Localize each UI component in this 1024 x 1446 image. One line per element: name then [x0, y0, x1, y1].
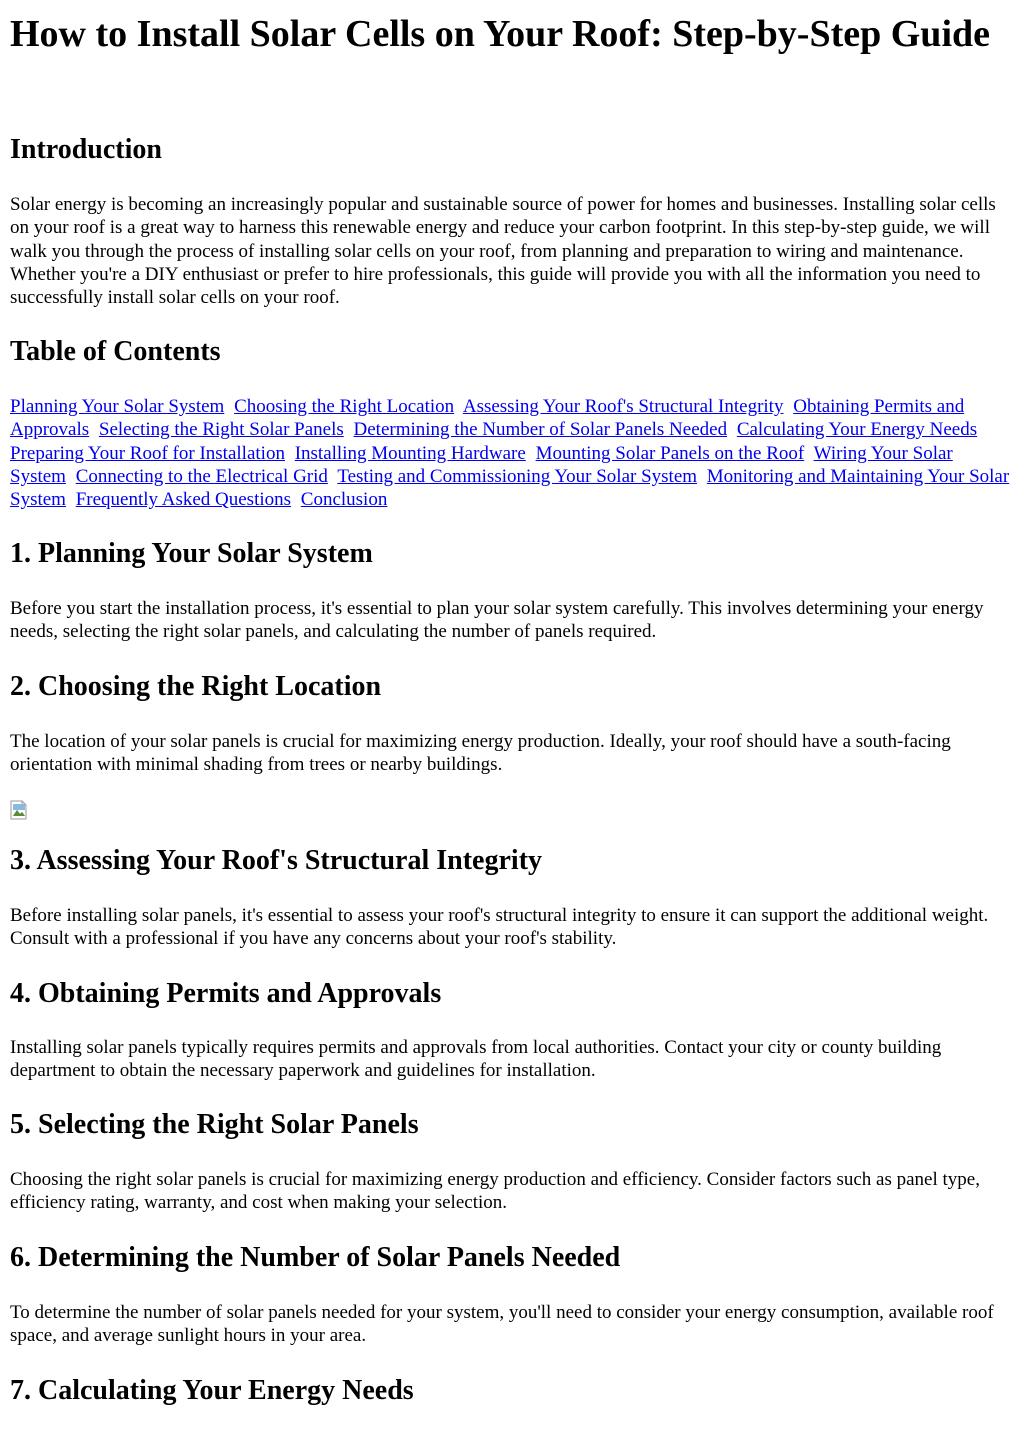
section-5-heading: 5. Selecting the Right Solar Panels	[10, 1109, 419, 1140]
broken-image-icon	[10, 800, 30, 820]
section-6-text: To determine the number of solar panels needed for your system, you'll need to consider your energy consumption, available roof space, and average sunlight hours in your area.	[10, 1302, 994, 1347]
section-7-heading: 7. Calculating Your Energy Needs	[10, 1375, 414, 1406]
intro-heading: Introduction	[10, 134, 162, 165]
toc-link-grid[interactable]: Connecting to the Electrical Grid	[75, 465, 328, 487]
toc-link-mounting-panels[interactable]: Mounting Solar Panels on the Roof	[535, 442, 805, 464]
toc-heading: Table of Contents	[10, 336, 221, 367]
section-6-heading: 6. Determining the Number of Solar Panels Needed	[10, 1242, 621, 1273]
intro-text: Solar energy is becoming an increasingly popular and sustainable source of power for homes and businesses. Installing solar cells on your roof is a great way to harness this renewable energy and reduce your carbon footprint. In this step-by-step guide, we will walk you through the process of installing solar cells on your roof, from planning and preparation to wiring and maintenance. Whether you're a DIY enthusiast or prefer to hire professionals, this guide will provide you with all the information you need to successfully install solar cells on your roof.	[10, 194, 996, 309]
toc-link-mounting-hardware[interactable]: Installing Mounting Hardware	[294, 442, 526, 464]
toc-link-monitoring[interactable]: Monitoring and Maintaining Your Solar System	[10, 465, 1010, 511]
section-4-heading: 4. Obtaining Permits and Approvals	[10, 978, 442, 1009]
page-title: How to Install Solar Cells on Your Roof: Step-by-Step Guide	[10, 13, 991, 55]
toc-link-permits[interactable]: Obtaining Permits and Approvals	[10, 396, 965, 441]
toc-link-panels[interactable]: Selecting the Right Solar Panels	[98, 419, 344, 441]
toc-link-wiring[interactable]: Wiring Your Solar System	[10, 442, 953, 487]
toc-link-location[interactable]: Choosing the Right Location	[234, 396, 455, 417]
toc-link-planning[interactable]: Planning Your Solar System	[10, 396, 225, 417]
table-of-contents	[10, 395, 1014, 511]
toc-link-preparing[interactable]: Preparing Your Roof for Installation	[10, 442, 285, 464]
section-2-text: The location of your solar panels is crucial for maximizing energy production. Ideally, your roof should have a south-facing orientation with minimal shading from trees or nearby buildings.	[10, 731, 951, 776]
section-4-text: Installing solar panels typically requires permits and approvals from local authorities. Contact your city or county building department to obtain the necessary paperwork and guidelines for installation.	[10, 1037, 942, 1082]
toc-link-number[interactable]: Determining the Number of Solar Panels Needed	[353, 419, 728, 441]
toc-link-testing[interactable]: Testing and Commissioning Your Solar System	[337, 465, 698, 487]
toc-link-energy[interactable]: Calculating Your Energy Needs	[736, 419, 978, 441]
section-1-text: Before you start the installation process, it's essential to plan your solar system carefully. This involves determining your energy needs, selecting the right solar panels, and calculating the number of panels required.	[10, 598, 984, 643]
section-5-text: Choosing the right solar panels is crucial for maximizing energy production and efficiency. Consider factors such as panel type, efficiency rating, warranty, and cost when making your selection.	[10, 1169, 980, 1214]
section-3-heading: 3. Assessing Your Roof's Structural Integrity	[10, 845, 543, 876]
section-1-heading: 1. Planning Your Solar System	[10, 538, 373, 569]
section-2-heading: 2. Choosing the Right Location	[10, 671, 382, 702]
toc-link-faq[interactable]: Frequently Asked Questions	[75, 489, 292, 511]
toc-link-conclusion[interactable]: Conclusion	[300, 489, 388, 511]
section-3-text: Before installing solar panels, it's essential to assess your roof's structural integrity to ensure it can support the additional weight. Consult with a professional if you have any concerns about your roof's stability.	[10, 905, 989, 950]
toc-link-structural[interactable]: Assessing Your Roof's Structural Integrity	[462, 396, 784, 417]
